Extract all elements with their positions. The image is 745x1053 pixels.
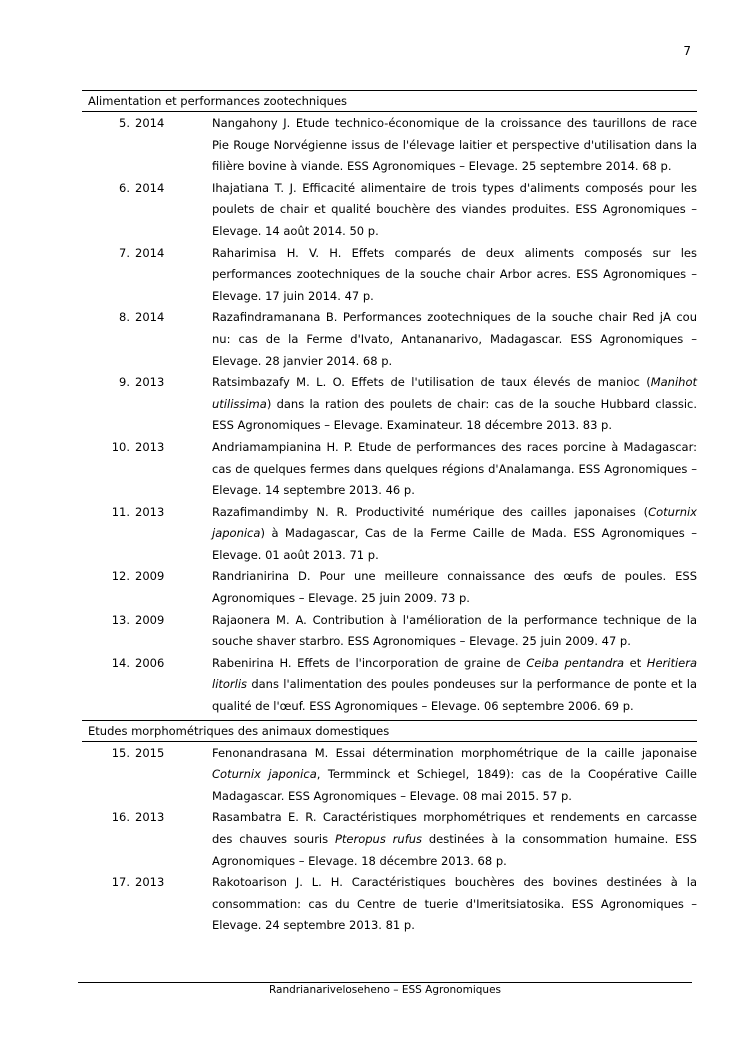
entry-year: 2006 bbox=[135, 655, 165, 670]
citation-text: ) dans la ration des poulets de chair: cas de la souche Hubbard classic. ESS Agronomiques – Elevage. Examinateur. 18 décembre 2013. 83 p. bbox=[212, 396, 697, 433]
citation-text: Ihajatiana T. J. Efficacité alimentaire de trois types d'aliments composés pour les poulets de chair et qualité bouchère des viandes produites. ESS Agronomiques – Elevage. 14 août 2014. 50 p. bbox=[212, 180, 697, 238]
entry-number: 14. bbox=[111, 655, 130, 670]
citation-text: Andriamampianina H. P. Etude de performances des races porcine à Madagascar: cas de quelques fermes dans quelques régions d'Analamanga. ESS Agronomiques – Elevage. 14 septembre 2013. 46 p. bbox=[212, 439, 697, 498]
reference-entry bbox=[82, 178, 697, 243]
citation-text: destinées à la consommation humaine. ESS Agronomiques – Elevage. 18 décembre 2013. 68 p. bbox=[212, 832, 697, 868]
citation-text: Rabenirina H. Effets de l'incorporation de graine de bbox=[212, 655, 527, 670]
citation-text: et bbox=[624, 655, 647, 670]
reference-entry bbox=[82, 872, 697, 937]
citation-text: Rakotoarison J. L. H. Caractéristiques bouchères des bovines destinées à la consommation: cas du Centre de tuerie d'Imeritsiatosika. ESS Agronomiques – Elevage. 24 septembre 2013. 81 p. bbox=[212, 875, 697, 933]
section-entries bbox=[82, 112, 697, 720]
entry-year: 2013 bbox=[135, 375, 165, 390]
footer-divider bbox=[78, 982, 692, 983]
entry-number: 13. bbox=[111, 612, 130, 627]
entry-citation bbox=[212, 372, 697, 437]
entry-number: 7. bbox=[119, 245, 130, 260]
reference-entry bbox=[82, 502, 697, 567]
citation-text: Ratsimbazafy M. L. O. Effets de l'utilisation de taux élevés de manioc ( bbox=[212, 375, 651, 390]
reference-entry bbox=[82, 372, 697, 437]
citation-text: Fenonandrasana M. Essai détermination morphométrique de la caille japonaise bbox=[212, 745, 697, 760]
entry-number: 5. bbox=[119, 116, 130, 130]
entry-citation bbox=[212, 437, 697, 502]
entry-number: 6. bbox=[119, 180, 130, 195]
bibliography-content bbox=[82, 90, 697, 939]
citation-text: Razafimandimby N. R. Productivité numérique des cailles japonaises ( bbox=[212, 504, 649, 519]
entry-year: 2014 bbox=[135, 116, 165, 130]
citation-text: , Termminck et Schiegel, 1849): cas de la Coopérative Caille Madagascar. ESS Agronomiques – Elevage. 08 mai 2015. 57 p. bbox=[212, 767, 697, 803]
reference-entry bbox=[82, 807, 697, 872]
section-title: Etudes morphométriques des animaux domestiques bbox=[82, 720, 697, 742]
species-name: Heritiera litorlis bbox=[212, 655, 697, 692]
entry-number: 10. bbox=[111, 439, 130, 454]
entry-year: 2014 bbox=[135, 245, 165, 260]
reference-entry bbox=[82, 610, 697, 653]
citation-text: dans l'alimentation des poules pondeuses sur la performance de ponte et la qualité de l'œuf. ESS Agronomiques – Elevage. 06 septembre 2006. 69 p. bbox=[212, 677, 697, 714]
citation-text: Nangahony J. Etude technico-économique de la croissance des taurillons de race Pie Rouge Norvégienne issus de l'élevage laitier et perspective d'utilisation dans la filière bovine à viande. ESS Agronomiques – Elevage. 25 septembre 2014. 68 p. bbox=[212, 116, 697, 174]
species-name: Manihot utilissima bbox=[212, 375, 697, 411]
entry-number: 11. bbox=[111, 504, 130, 519]
entry-citation bbox=[212, 307, 697, 372]
entry-citation bbox=[212, 807, 697, 872]
entry-year: 2013 bbox=[135, 504, 165, 519]
entry-citation bbox=[212, 566, 697, 609]
reference-entry bbox=[82, 113, 697, 178]
entry-citation bbox=[212, 610, 697, 653]
reference-entry bbox=[82, 437, 697, 502]
citation-text: Rajaonera M. A. Contribution à l'amélioration de la performance technique de la souche shaver starbro. ESS Agronomiques – Elevage. 25 juin 2009. 47 p. bbox=[212, 612, 697, 649]
reference-entry bbox=[82, 243, 697, 308]
entry-year: 2015 bbox=[135, 745, 165, 760]
citation-text: ) à Madagascar, Cas de la Ferme Caille de Mada. ESS Agronomiques – Elevage. 01 août 2013. 71 p. bbox=[212, 526, 697, 562]
entry-citation bbox=[212, 653, 697, 718]
entry-year: 2013 bbox=[135, 810, 165, 825]
entry-year: 2014 bbox=[135, 310, 165, 325]
reference-entry bbox=[82, 566, 697, 609]
species-name: Pteropus rufus bbox=[334, 832, 423, 846]
entry-citation bbox=[212, 502, 697, 567]
entry-year: 2014 bbox=[135, 180, 165, 195]
entry-number: 12. bbox=[111, 569, 130, 584]
entry-number: 17. bbox=[111, 875, 130, 890]
entry-number: 9. bbox=[119, 375, 130, 390]
entry-year: 2009 bbox=[135, 612, 165, 627]
species-name: Ceiba pentandra bbox=[526, 655, 625, 670]
section-entries bbox=[82, 742, 697, 939]
citation-text: Rasambatra E. R. Caractéristiques morphométriques et rendements en carcasse des chauves souris bbox=[212, 810, 697, 846]
reference-entry bbox=[82, 743, 697, 808]
species-name: Coturnix japonica bbox=[212, 504, 697, 541]
entry-year: 2013 bbox=[135, 875, 165, 890]
section-title: Alimentation et performances zootechniques bbox=[82, 90, 697, 112]
entry-number: 8. bbox=[119, 310, 130, 325]
species-name: Coturnix japonica bbox=[212, 767, 317, 782]
reference-entry bbox=[82, 653, 697, 718]
citation-text: Razafindramanana B. Performances zootechniques de la souche chair Red jA cou nu: cas de la Ferme d'Ivato, Antananarivo, Madagascar. ESS Agronomiques – Elevage. 28 janvier 2014. 68 p. bbox=[212, 310, 697, 368]
page-number: 7 bbox=[683, 44, 691, 58]
entry-number: 15. bbox=[111, 745, 130, 760]
entry-number: 16. bbox=[111, 810, 130, 825]
entry-citation bbox=[212, 743, 697, 808]
entry-citation bbox=[212, 872, 697, 937]
entry-citation bbox=[212, 178, 697, 243]
entry-citation bbox=[212, 243, 697, 308]
citation-text: Randrianirina D. Pour une meilleure connaissance des œufs de poules. ESS Agronomiques – Elevage. 25 juin 2009. 73 p. bbox=[212, 569, 697, 606]
reference-entry bbox=[82, 307, 697, 372]
footer-text: Randrianariveloseheno – ESS Agronomiques bbox=[268, 984, 501, 996]
citation-text: Raharimisa H. V. H. Effets comparés de deux aliments composés sur les performances zootechniques de la souche chair Arbor acres. ESS Agronomiques – Elevage. 17 juin 2014. 47 p. bbox=[212, 245, 697, 303]
entry-citation bbox=[212, 113, 697, 178]
entry-year: 2013 bbox=[135, 439, 165, 454]
entry-year: 2009 bbox=[135, 569, 165, 584]
